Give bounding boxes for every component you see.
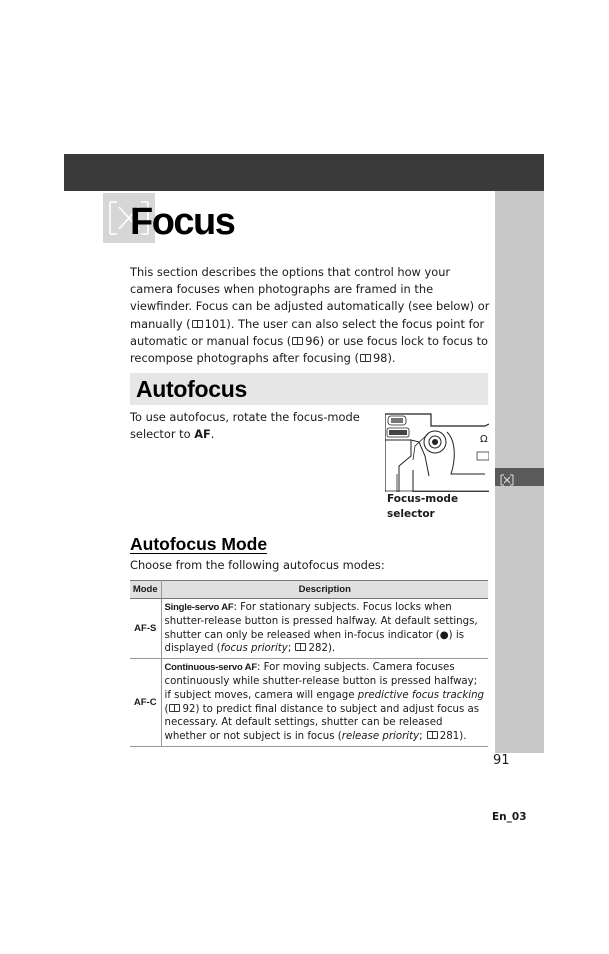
autofocus-instruction: To use autofocus, rotate the focus-mode selector to AF. <box>130 410 360 441</box>
af-bracket-icon <box>500 471 514 490</box>
in-focus-indicator-icon: ● <box>439 629 449 641</box>
page-ref-link[interactable]: 281 <box>439 731 460 743</box>
mode-cell: AF-C <box>130 659 161 747</box>
section-title: Autofocus <box>136 376 248 402</box>
mode-cell: AF-S <box>130 599 161 659</box>
section-heading-box <box>130 373 488 405</box>
column-header-description: Description <box>161 581 488 599</box>
chapter-header-bar <box>64 154 544 191</box>
table-header-row <box>130 581 488 599</box>
book-ref-icon <box>295 643 306 651</box>
description-cell: Single-servo AF: For stationary subjects. Focus locks when shutter-release button is pressed halfway. At default settings, shutter can only be released when in-focus indicator (●) is displayed (focus priority; 282). <box>161 599 488 659</box>
table-row <box>130 659 488 747</box>
page-ref-link[interactable]: 92 <box>182 703 196 715</box>
table-row <box>130 599 488 659</box>
side-tab-marker[interactable] <box>495 468 544 486</box>
figure-caption: Focus-mode selector <box>387 493 459 520</box>
page-ref-link[interactable]: 101 <box>204 316 227 331</box>
book-ref-icon <box>169 704 180 712</box>
book-ref-icon <box>192 320 203 328</box>
subsection-title: Autofocus Mode <box>130 534 268 554</box>
subsection-intro: Choose from the following autofocus modes: <box>130 558 385 572</box>
page-ref-link[interactable]: 98 <box>372 351 388 366</box>
autofocus-modes-table <box>130 580 488 747</box>
svg-text:Ω: Ω <box>480 434 488 445</box>
page-ref-link[interactable]: 282 <box>308 643 328 655</box>
intro-paragraph: This section describes the options that control how your camera focuses when photographs are framed in the viewfinder. Focus can be adjusted automatically (see below) or manually ( 101). The user can also select the focus point for automatic or manual focus ( 96) or use focus lock to focus to recompose photographs after focusing ( 98). <box>130 265 490 366</box>
book-ref-icon <box>360 354 371 362</box>
book-ref-icon <box>427 731 438 739</box>
book-ref-icon <box>292 337 303 345</box>
focus-mode-selector-illustration <box>385 412 489 492</box>
description-cell: Continuous-servo AF: For moving subjects. Camera focuses continuously while shutter-release button is pressed halfway; if subject moves, camera will engage predictive focus tracking ( 92) to predict final distance to subject and adjust focus as necessary. At default settings, shutter can be released whether or not subject is in focus (release priority; 281). <box>161 659 488 747</box>
page-ref-link[interactable]: 96 <box>305 333 320 348</box>
column-header-mode: Mode <box>130 581 161 599</box>
chapter-title: Focus <box>130 201 235 243</box>
document-code: En_03 <box>492 811 527 823</box>
page-number: 91 <box>493 753 510 768</box>
